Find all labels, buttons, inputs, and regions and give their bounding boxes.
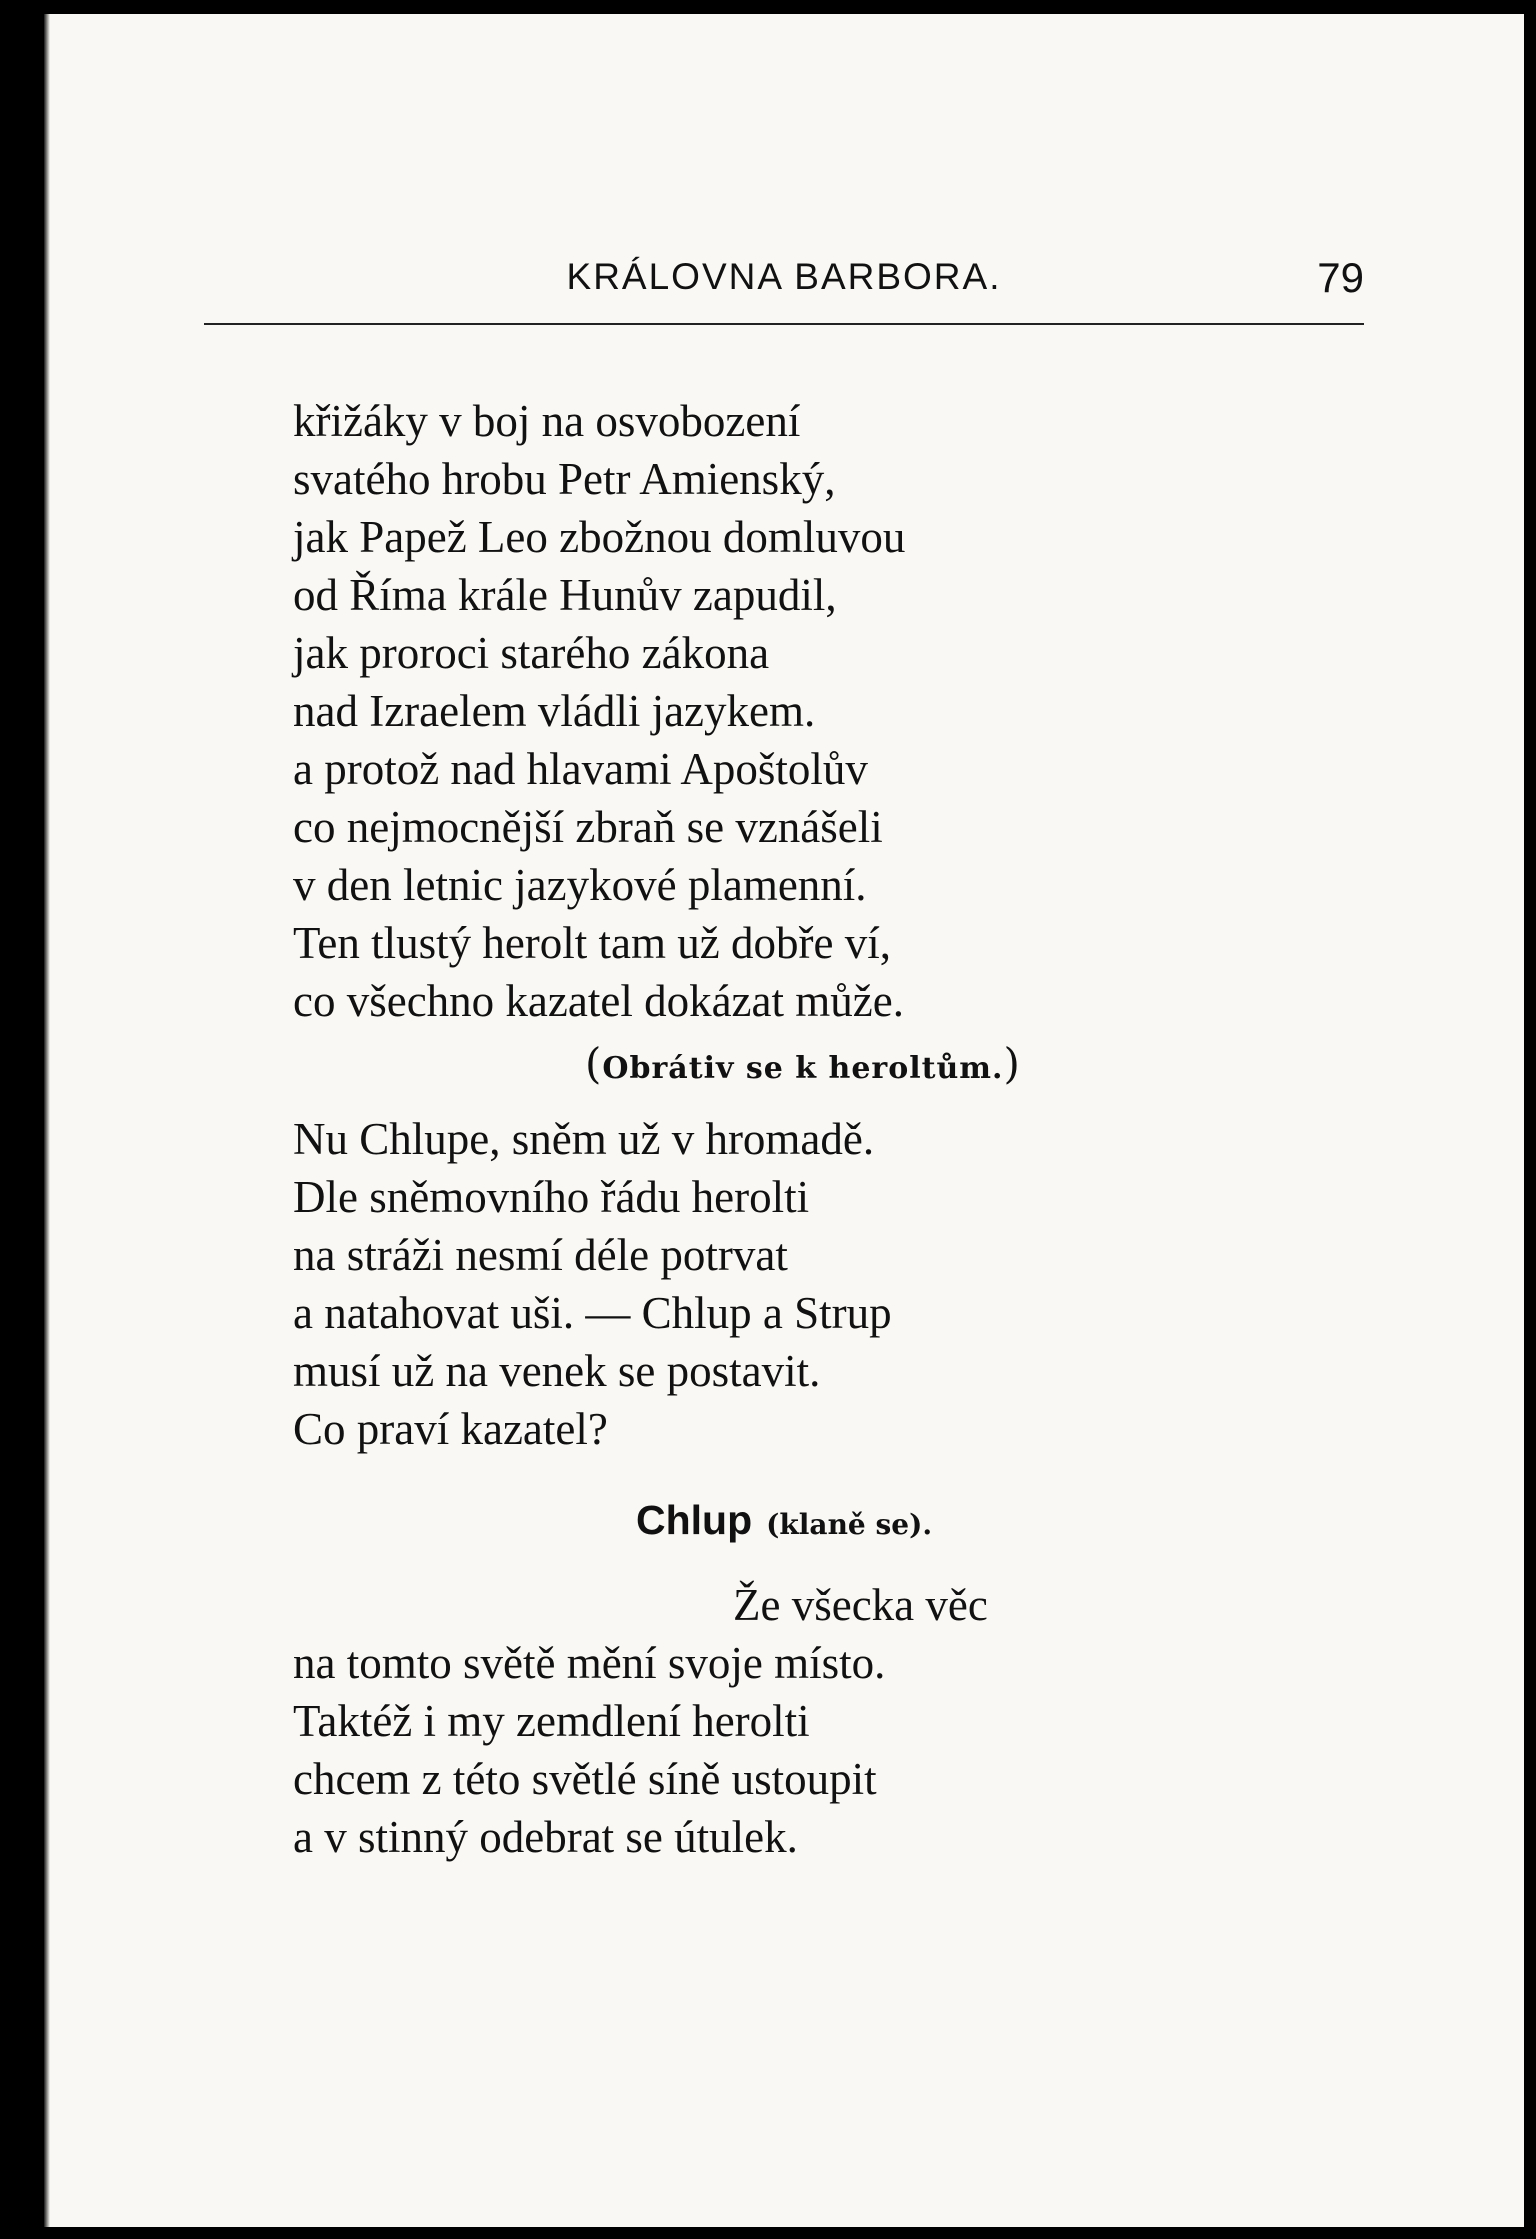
running-title: KRÁLOVNA BARBORA. [566, 256, 1002, 297]
verse-line: nad Izraelem vládli jazykem. [293, 686, 816, 736]
page-header [204, 240, 1364, 306]
direction-text: Obrátiv se k heroltům. [602, 1051, 1004, 1086]
verse-line: na tomto světě mění svoje místo. [293, 1638, 886, 1688]
direction-close-paren: ) [1003, 1039, 1021, 1088]
binding-shadow [44, 14, 50, 2227]
verse-line: chcem z této světlé síně ustoupit [293, 1754, 877, 1804]
stage-direction [293, 1030, 1193, 1098]
verse-line: co všechno kazatel dokázat může. [293, 976, 904, 1026]
verse-line: a protož nad hlavami Apoštolův [293, 744, 868, 794]
verse-line: Nu Chlupe, sněm už v hromadě. [293, 1114, 875, 1164]
speaker-heading [293, 1480, 1193, 1558]
verse-line: od Říma krále Hunův zapudil, [293, 570, 837, 620]
book-page [44, 14, 1524, 2227]
speaker-note: (klaně se). [766, 1508, 933, 1541]
verse-line: a natahovat uši. — Chlup a Strup [293, 1288, 892, 1338]
verse-line: co nejmocnější zbraň se vznášeli [293, 802, 883, 852]
verse-line: Dle sněmovního řádu herolti [293, 1172, 810, 1222]
verse-line: jak Papež Leo zbožnou domluvou [293, 512, 906, 562]
verse-line: musí už na venek se postavit. [293, 1346, 821, 1396]
direction-open-paren: ( [585, 1039, 603, 1088]
verse-line: křižáky v boj na osvobození [293, 396, 801, 446]
verse-line: na stráži nesmí déle potrvat [293, 1230, 788, 1280]
verse-line: a v stinný odebrat se útulek. [293, 1812, 798, 1862]
verse-line: v den letnic jazykové plamenní. [293, 860, 867, 910]
verse-line: Taktéž i my zemdlení herolti [293, 1696, 810, 1746]
verse-line: Co praví kazatel? [293, 1404, 608, 1454]
verse-line: Ten tlustý herolt tam už dobře ví, [293, 918, 891, 968]
verse-line: svatého hrobu Petr Amienský, [293, 454, 836, 504]
verse-line: Že všecka věc [733, 1580, 988, 1630]
verse-line: jak proroci starého zákona [293, 628, 770, 678]
speech-block [293, 1110, 1193, 1458]
speaker-name: Chlup [636, 1497, 753, 1543]
page-number: 79 [1317, 254, 1364, 301]
header-rule [204, 323, 1364, 325]
verse-text [293, 392, 1193, 1866]
